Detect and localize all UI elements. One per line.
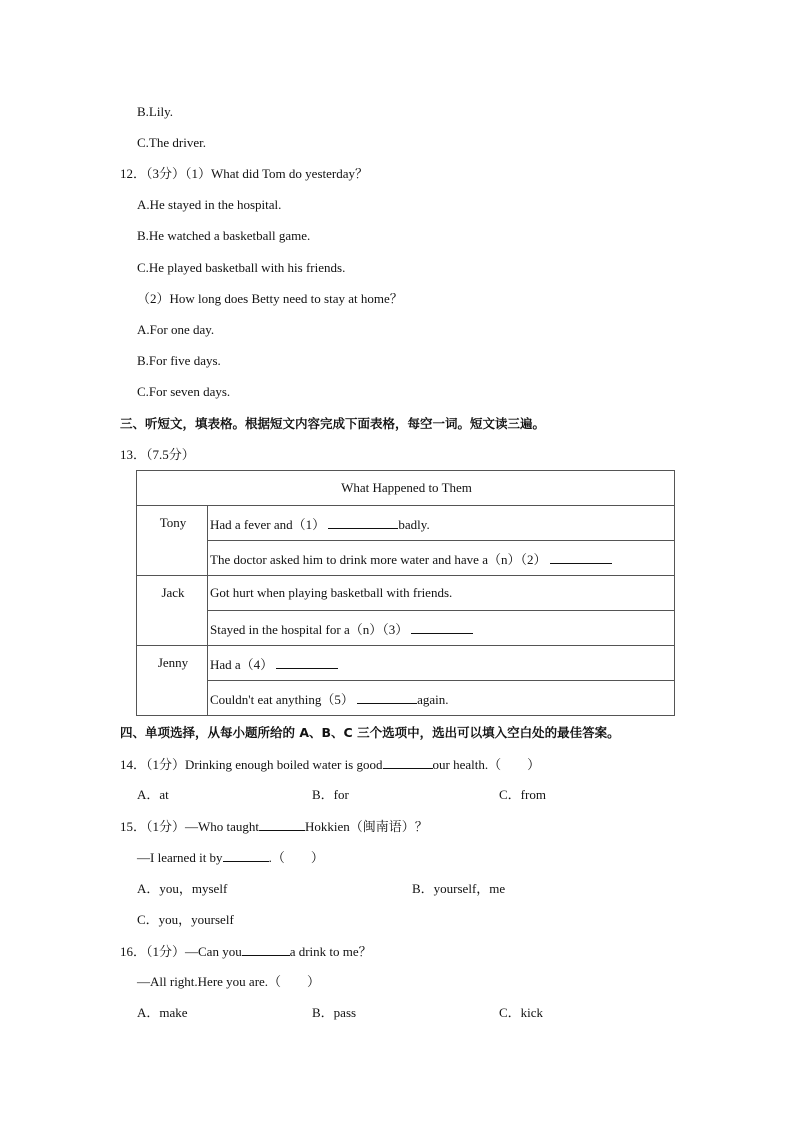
q15-stem-after: Hokkien（闽南语）？ [305,819,428,834]
q13-table [136,470,675,716]
table-row [137,611,675,646]
q15-stem [120,818,428,835]
table-cell [208,611,675,646]
section4-heading: 四、单项选择，从每小题所给的 A、B、C 三个选项中，选出可以填入空白处的最佳答案。 [120,725,620,740]
q14-option-b[interactable]: B．for [312,787,349,802]
table-row [137,646,675,681]
q15-line2-after: .（ ） [268,850,324,865]
q15-blank-1[interactable] [259,818,305,831]
cell-text: Couldn't eat anything（5） [210,691,354,707]
q16-stem-before: 16．（1分）—Can you [120,944,242,959]
table-row [137,576,675,611]
row-name-jack: Jack [137,576,208,646]
answer-blank-3[interactable] [411,621,473,634]
answer-blank-1[interactable] [328,516,398,529]
answer-blank-5[interactable] [357,691,417,704]
q15-blank-2[interactable] [223,849,269,862]
table-row [137,681,675,716]
q15-option-b[interactable]: B．yourself，me [412,881,506,896]
q11-option-c: C.The driver. [137,135,206,150]
table-cell [208,576,675,611]
q12-p1-option-b: B.He watched a basketball game. [137,228,311,243]
q13-header: 13．（7.5分） [120,447,195,462]
table-cell [208,541,675,576]
table-cell [208,646,675,681]
cell-text: Stayed in the hospital for a（n）（3） [210,621,409,637]
row-name-tony: Tony [137,506,208,576]
q12-p2-option-b: B.For five days. [137,353,221,368]
cell-text-after: badly. [398,516,430,532]
row-name-jenny: Jenny [137,646,208,716]
q16-option-a[interactable]: A．make [137,1005,188,1020]
q15-option-a[interactable]: A．you，myself [137,881,228,896]
section3-heading: 三、听短文，填表格。根据短文内容完成下面表格，每空一词。短文读三遍。 [120,416,546,431]
q15-stem-before: 15．（1分）—Who taught [120,819,260,834]
q16-blank[interactable] [242,943,290,956]
q12-p2-option-c: C.For seven days. [137,384,231,399]
q12-p1-option-a: A.He stayed in the hospital. [137,197,282,212]
q12-sub2: （2）How long does Betty need to stay at home？ [137,291,403,306]
q14-stem-after: our health.（ ） [432,757,541,772]
cell-text: The doctor asked him to drink more water and have a（n）（2） [210,551,547,567]
table-row [137,541,675,576]
q16-stem [120,943,372,960]
table-title: What Happened to Them [137,471,675,506]
table-title-row [137,471,675,506]
answer-blank-2[interactable] [550,551,612,564]
q15-line2-before: —I learned it by [137,850,223,865]
table-row [137,506,675,541]
q15-option-c[interactable]: C．you，yourself [137,912,234,927]
table-cell [208,506,675,541]
q14-stem-before: 14．（1分）Drinking enough boiled water is good [120,757,383,772]
q14-option-a[interactable]: A．at [137,787,169,802]
cell-text: Got hurt when playing basketball with friends. [210,585,453,600]
q15-line2 [137,849,324,866]
cell-text-after: again. [417,691,449,707]
q16-line2: —All right.Here you are.（ ） [137,974,321,989]
q11-option-b: B.Lily. [137,104,173,119]
q12-header: 12．（3分）（1）What did Tom do yesterday？ [120,166,368,181]
cell-text: Had a（4） [210,656,274,672]
q14-blank[interactable] [383,756,433,769]
table-cell [208,681,675,716]
cell-text: Had a fever and（1） [210,516,326,532]
q16-stem-after: a drink to me？ [289,944,372,959]
q12-p2-option-a: A.For one day. [137,322,215,337]
q16-option-c[interactable]: C．kick [499,1005,544,1020]
q12-p1-option-c: C.He played basketball with his friends. [137,260,346,275]
q16-option-b[interactable]: B．pass [312,1005,357,1020]
q14-option-c[interactable]: C．from [499,787,546,802]
answer-blank-4[interactable] [276,656,338,669]
q14-stem [120,756,540,773]
